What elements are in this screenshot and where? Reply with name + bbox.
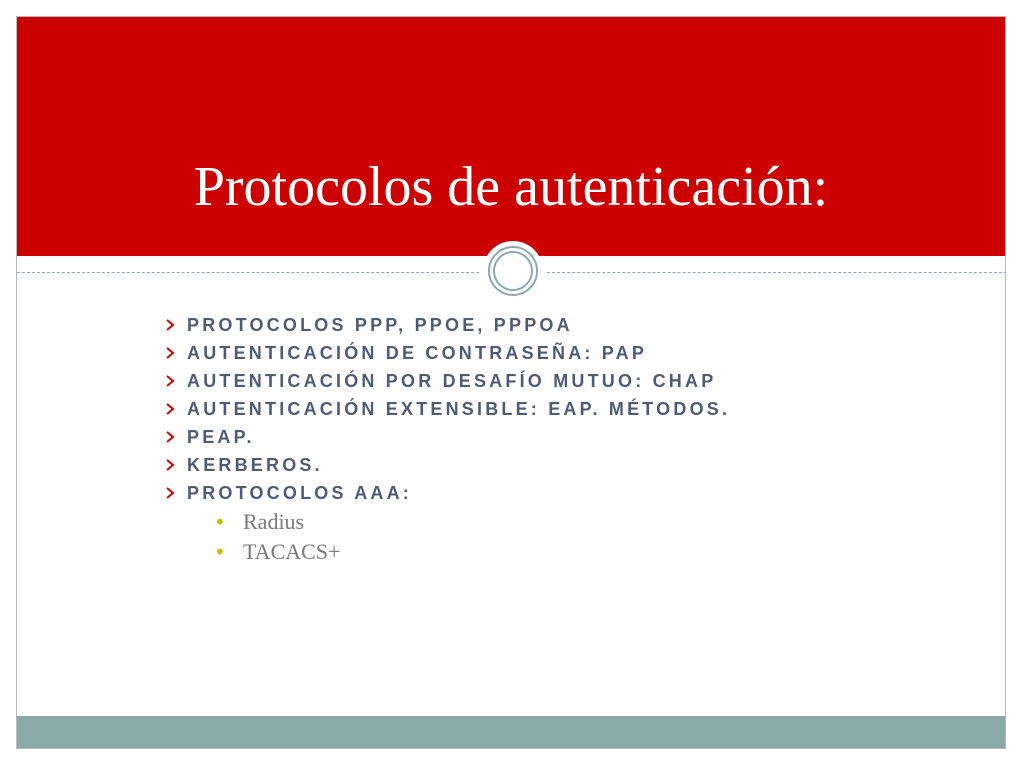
bullet-text: PROTOCOLOS AAA:: [187, 483, 413, 503]
footer-band: [17, 716, 1005, 749]
bullet-item: [163, 339, 963, 367]
bullet-text: AUTENTICACIÓN EXTENSIBLE: EAP. MÉTODOS.: [187, 399, 731, 419]
bullet-text: PROTOCOLOS PPP, PPOE, PPPOA: [187, 315, 573, 335]
dot-bullet-icon: •: [214, 510, 226, 534]
slide: [16, 16, 1006, 749]
arrow-bullet-icon: [163, 311, 177, 339]
bullet-item: [163, 395, 963, 423]
bullet-item: [163, 367, 963, 395]
bullet-text: PEAP.: [187, 427, 255, 447]
dot-bullet-icon: •: [214, 540, 226, 564]
sub-bullet-item: [163, 507, 963, 537]
bullet-item: [163, 423, 963, 451]
arrow-bullet-icon: [163, 395, 177, 423]
sub-bullet-item: [163, 537, 963, 567]
bullet-item: [163, 479, 963, 507]
bullet-text: AUTENTICACIÓN DE CONTRASEÑA: PAP: [187, 343, 648, 363]
arrow-bullet-icon: [163, 367, 177, 395]
circle-ornament-core: [493, 251, 533, 291]
slide-title: Protocolos de autenticación:: [193, 156, 829, 218]
bullet-list: [163, 311, 963, 567]
title-band: [17, 17, 1005, 256]
bullet-item: [163, 451, 963, 479]
sub-bullet-text: TACACS+: [243, 539, 341, 564]
bullet-item: [163, 311, 963, 339]
sub-bullet-text: Radius: [243, 509, 305, 534]
divider-line-right: [547, 272, 1006, 273]
arrow-bullet-icon: [163, 479, 177, 507]
bullet-text: AUTENTICACIÓN POR DESAFÍO MUTUO: CHAP: [187, 371, 717, 391]
arrow-bullet-icon: [163, 423, 177, 451]
arrow-bullet-icon: [163, 339, 177, 367]
divider-line-left: [17, 272, 479, 273]
arrow-bullet-icon: [163, 451, 177, 479]
bullet-text: KERBEROS.: [187, 455, 323, 475]
